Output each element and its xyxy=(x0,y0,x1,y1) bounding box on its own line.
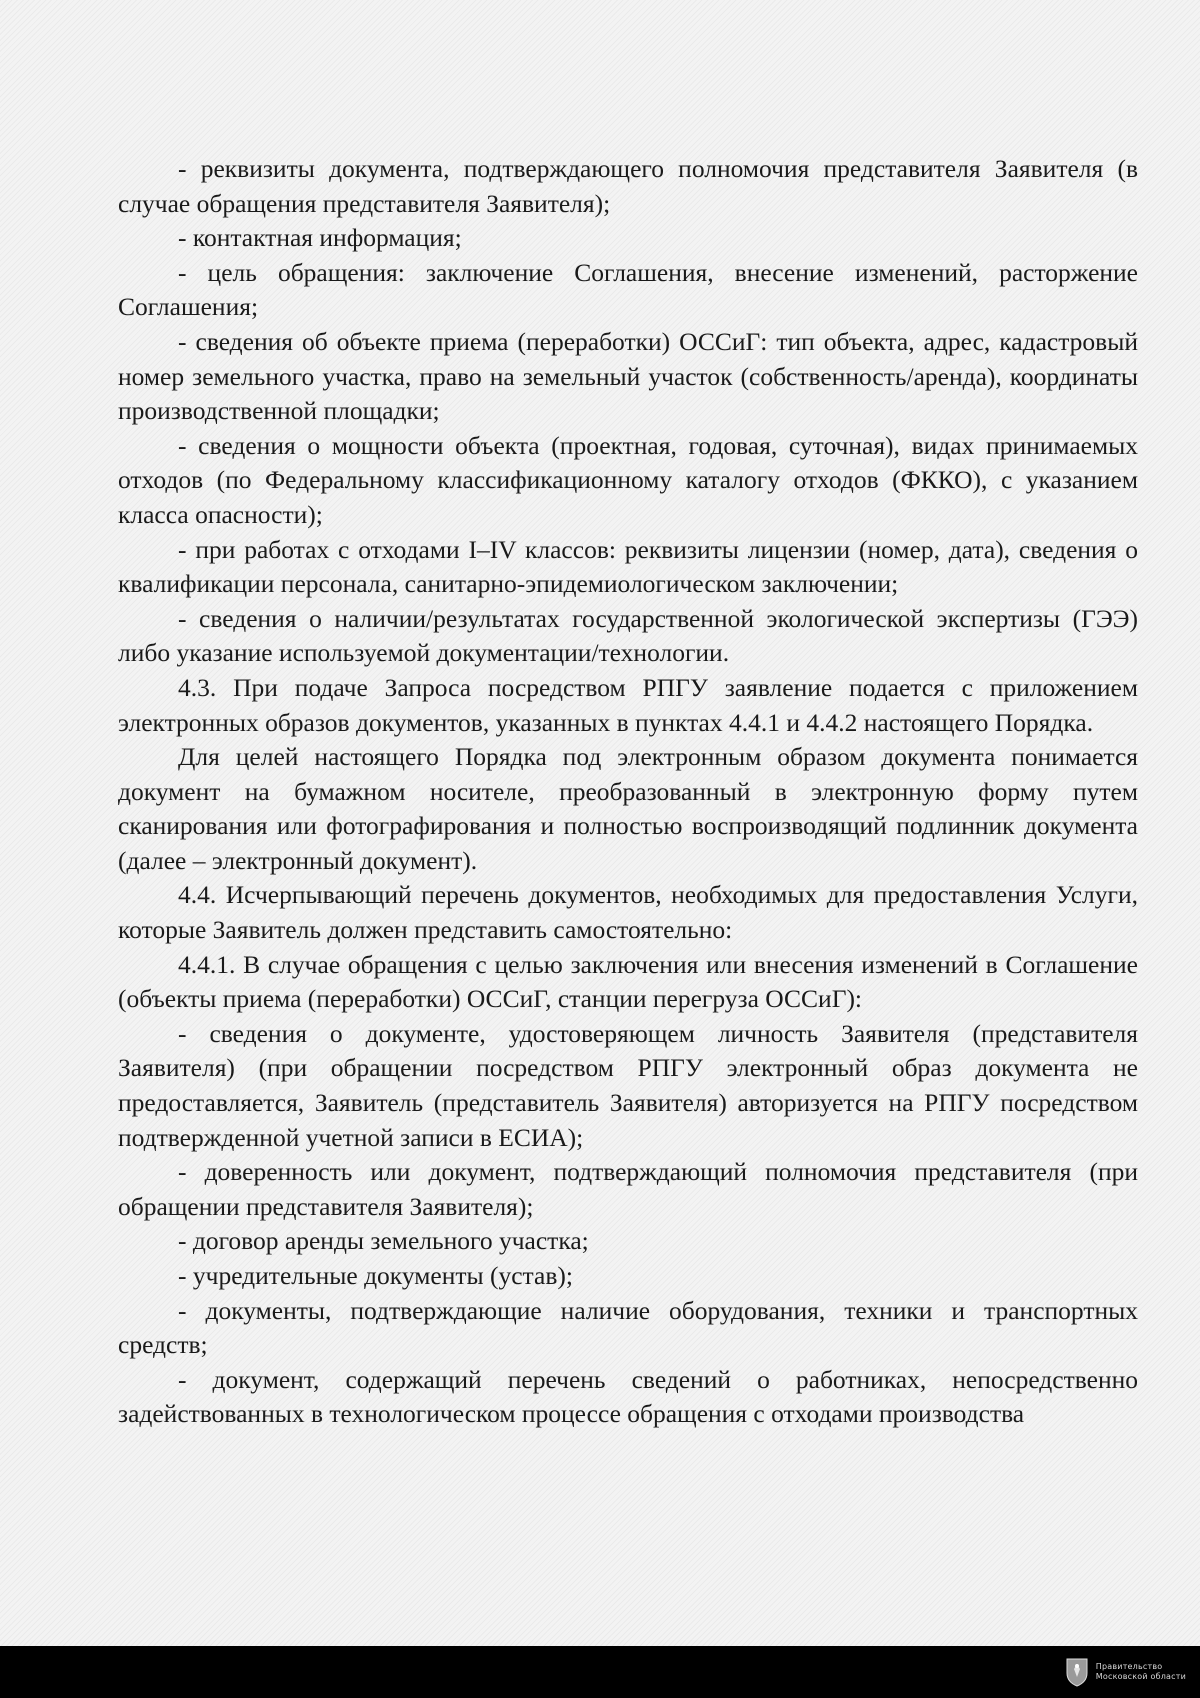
paragraph: - документы, подтверждающие наличие оборудования, техники и транспортных средств; xyxy=(118,1295,1138,1360)
paragraph: - сведения о мощности объекта (проектная, годовая, суточная), видах принимаемых отходов (по Федеральному классификационному каталогу отходов (ФККО), с указанием класса опасности); xyxy=(118,430,1138,529)
paragraph: - при работах с отходами I–IV классов: реквизиты лицензии (номер, дата), сведения о квалификации персонала, санитарно-эпидемиологическом заключении; xyxy=(118,534,1138,599)
paragraph: - учредительные документы (устав); xyxy=(178,1261,573,1290)
logo-line-2: Московской области xyxy=(1095,1672,1186,1681)
document-body xyxy=(118,152,1138,1432)
paragraph: - сведения о документе, удостоверяющем личность Заявителя (представителя Заявителя) (при обращении посредством РПГУ электронный образ документа не предоставляется, Заявитель (представитель Заявителя) авторизуется на РПГУ посредством подтвержденной учетной записи в ЕСИА); xyxy=(118,1018,1138,1152)
coat-of-arms-icon xyxy=(1064,1657,1090,1687)
paragraph: Для целей настоящего Порядка под электронным образом документа понимается документ на бумажном носителе, преобразованный в электронную форму путем сканирования или фотографирования и полностью воспроизводящий подлинник документа (далее – электронный документ). xyxy=(118,742,1138,875)
paragraph: - сведения об объекте приема (переработки) ОССиГ: тип объекта, адрес, кадастровый номер земельного участка, право на земельный участок (собственность/аренда), координаты производственной площадки; xyxy=(118,326,1138,426)
government-logo xyxy=(1064,1655,1186,1689)
paragraph: 4.4.1. В случае обращения с целью заключения или внесения изменений в Соглашение (объекты приема (переработки) ОССиГ, станции перегруза ОССиГ): xyxy=(118,949,1138,1014)
paragraph: - доверенность или документ, подтверждающий полномочия представителя (при обращении представителя Заявителя); xyxy=(118,1157,1138,1221)
paragraph: - документ, содержащий перечень сведений о работниках, непосредственно задействованных в технологическом процессе обращения с отходами производства xyxy=(118,1364,1138,1429)
paragraph: - цель обращения: заключение Соглашения, внесение изменений, расторжение Соглашения; xyxy=(118,257,1138,322)
logo-line-1: Правительство xyxy=(1095,1662,1163,1671)
paragraph: 4.4. Исчерпывающий перечень документов, необходимых для предоставления Услуги, которые Заявитель должен представить самостоятельно: xyxy=(118,880,1138,945)
paragraph: - договор аренды земельного участка; xyxy=(178,1226,589,1256)
paragraph: - контактная информация; xyxy=(178,223,462,253)
paragraph: - сведения о наличии/результатах государственной экологической экспертизы (ГЭЭ) либо указание используемой документации/технологии. xyxy=(118,603,1138,668)
paragraph: - реквизиты документа, подтверждающего полномочия представителя Заявителя (в случае обращения представителя Заявителя); xyxy=(118,154,1138,218)
paragraph: 4.3. При подаче Запроса посредством РПГУ заявление подается с приложением электронных образов документов, указанных в пунктах 4.4.1 и 4.4.2 настоящего Порядка. xyxy=(118,672,1138,737)
footer-bar xyxy=(0,1646,1200,1698)
